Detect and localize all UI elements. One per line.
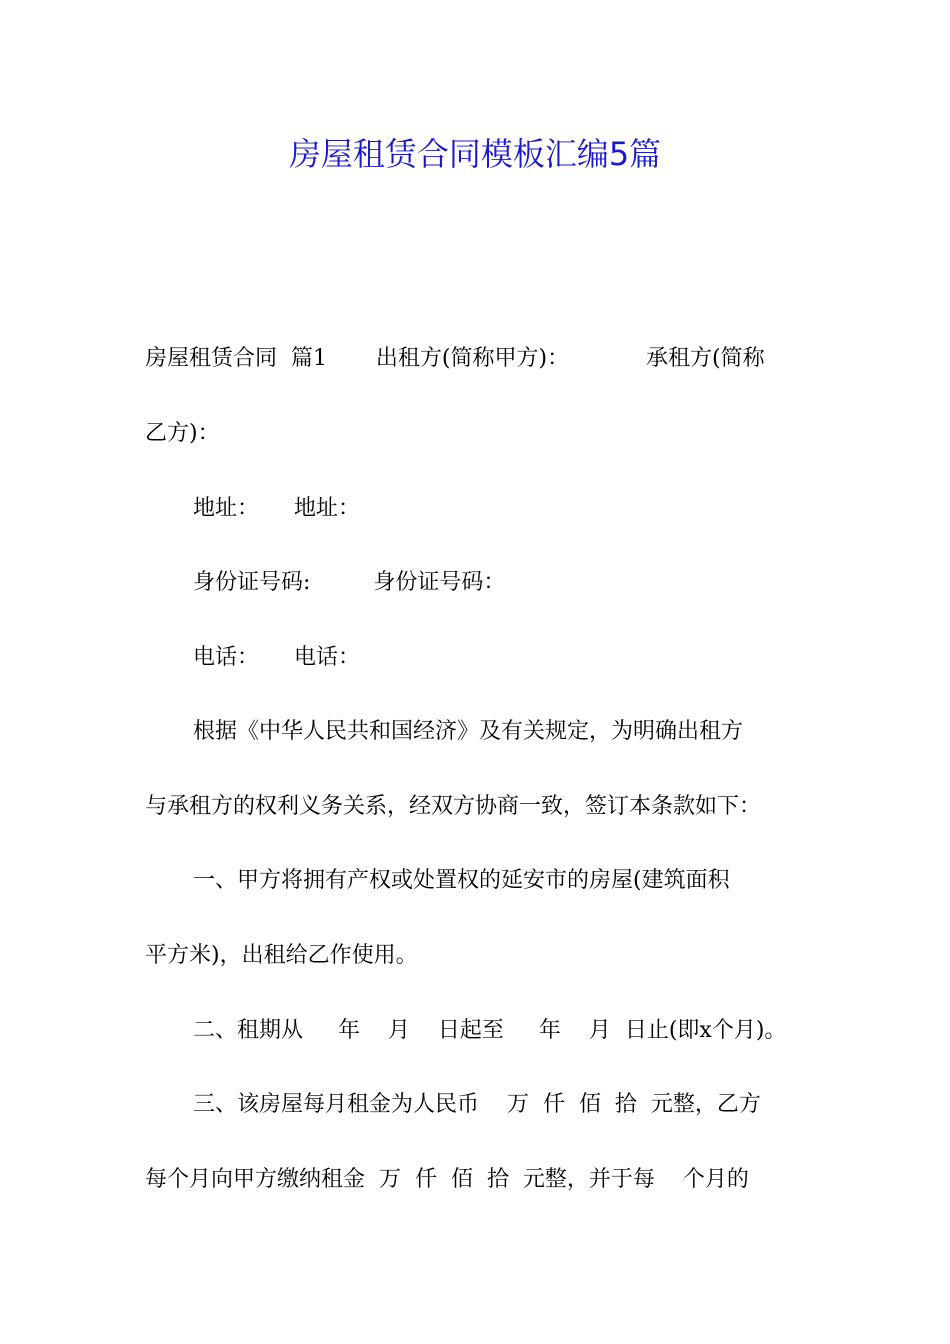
- address-line: 地址： 地址：: [193, 496, 360, 521]
- clause-one-line: 一、甲方将拥有产权或处置权的延安市的房屋(建筑面积: [193, 868, 730, 893]
- paragraph-line: 根据《中华人民共和国经济》及有关规定，为明确出租方: [193, 719, 744, 744]
- paragraph-line: 平方米)，出租给乙作使用。: [145, 943, 418, 968]
- paragraph-line: 与承租方的权利义务关系，经双方协商一致，签订本条款如下：: [145, 794, 762, 819]
- contract-heading-line: 房屋租赁合同 篇1 出租方(简称甲方)： 承租方(简称: [145, 346, 765, 371]
- paragraph-line: 每个月向甲方缴纳租金 万 仟 佰 拾 元整，并于每 个月的: [145, 1167, 749, 1192]
- clause-two-line: 二、租期从 年 月 日起至 年 月 日止(即x个月)。: [193, 1018, 787, 1043]
- phone-line: 电话： 电话：: [193, 645, 360, 670]
- paragraph-line: 乙方)：: [145, 421, 220, 446]
- clause-three-line: 三、该房屋每月租金为人民币 万 仟 佰 拾 元整，乙方: [193, 1092, 761, 1117]
- document-title: 房屋租赁合同模板汇编5篇: [288, 135, 662, 173]
- id-number-line: 身份证号码: 身份证号码：: [193, 570, 506, 595]
